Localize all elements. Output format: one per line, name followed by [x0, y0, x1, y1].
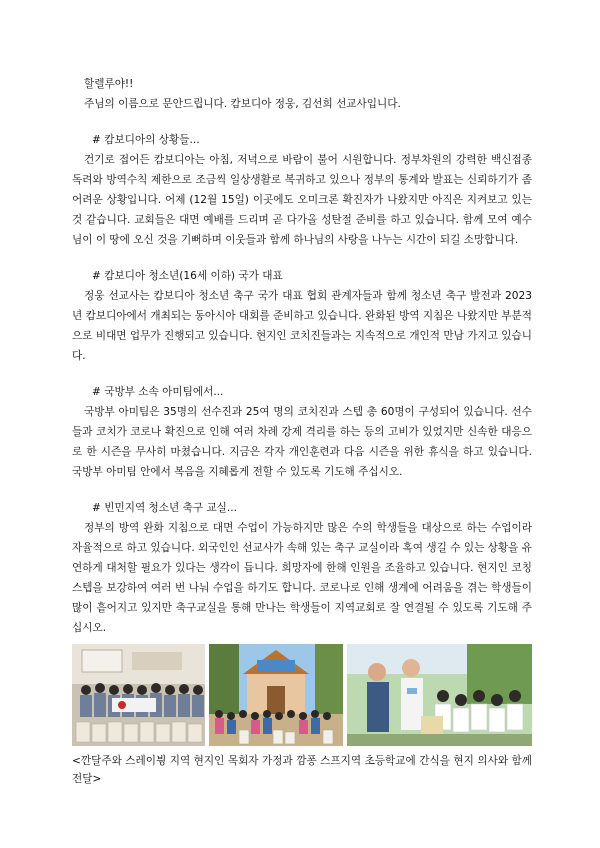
photo-school-children	[347, 644, 532, 746]
greeting: 할렐루야!!	[84, 78, 134, 90]
photo-caption: <깐달주와 스레이뷩 지역 현지인 목회자 가정과 깜퐁 스프지역 초등학교에 간식을 현지 의사와 함께 전달>	[72, 755, 532, 785]
intro-line: 주님의 이름으로 문안드립니다. 캄보디아 정웅, 김선희 선교사입니다.	[84, 98, 401, 110]
section-body-football-class: 정부의 방역 완화 지침으로 대면 수업이 가능하지만 많은 수의 학생들을 대상으로 하는 수업이라 자율적으로 하고 있습니다. 외국인인 선교사가 속해 있는 축구 교실이라 혹여 생길 수 있는 상황을 유연하게 대처할 필요가 있다는 생각이 듭니다. 희망자에 한해 인원을 조율하고 있습니다. 현지인 코칭스텝을 보강하여 여러 번 나눠 수업을 하기도 합니다. 코로나로 인해 생계에 어려움을 겪는 학생들이 많이 흩어지고 있지만 축구교실을 통해 만나는 학생들이 지역교회로 잘 연결될 수 있도록 기도해 주십시오.	[72, 522, 532, 634]
section-body-youth-team: 정웅 선교사는 캄보디아 청소년 축구 국가 대표 협회 관계자들과 함께 청소년 축구 발전과 2023년 캄보디아에서 개최되는 동아시아 대회를 준비하고 있습니다. 완화된 방역 지침은 나왔지만 부분적으로 비대면 업무가 진행되고 있습니다. 현지인 코치진들과는 지속적으로 개인적 만남 가지고 있습니다.	[72, 290, 532, 362]
section-heading-football-class: # 빈민지역 청소년 축구 교실...	[92, 502, 238, 514]
letter-content	[72, 74, 532, 788]
section-heading-youth-team: # 캄보디아 청소년(16세 이하) 국가 대표	[92, 270, 283, 282]
section-body-army-team: 국방부 아미팀은 35명의 선수진과 25여 명의 코치진과 스텝 총 60명이 구성되어 있습니다. 선수들과 코치가 코로나 확진으로 인해 여러 차례 강제 격리를 하는 등의 고비가 있었지만 신속한 대응으로 한 시즌을 무사히 마쳤습니다. 지금은 각자 개인훈련과 다음 시즌을 위한 휴식을 하고 있습니다. 국방부 아미팀 안에서 복음을 지혜롭게 전할 수 있도록 기도해 주십시오.	[72, 406, 532, 478]
photo-church-crowd	[209, 644, 342, 746]
section-heading-cambodia: # 캄보디아의 상황들...	[92, 134, 200, 146]
section-heading-army-team: # 국방부 소속 아미팀에서...	[92, 386, 224, 398]
photo-strip	[72, 644, 532, 746]
photo-group-hall	[72, 644, 205, 746]
section-body-cambodia: 건기로 접어든 캄보디아는 아침, 저녁으로 바람이 불어 시원합니다. 정부차원의 강력한 백신접종 독려와 방역수칙 제한으로 조금씩 일상생활로 복귀하고 있으나 정부의 통계와 발표는 신뢰하기가 좀 어려운 상황입니다. 어제 (12월 15일) 이곳에도 오미크론 확진자가 나왔지만 아직은 지켜보고 있는 것 같습니다. 교회들은 대면 예배를 드리며 곧 다가올 성탄절 준비를 하고 있습니다. 함께 모여 예수님이 이 땅에 오신 것을 기뻐하며 이웃들과 함께 하나님의 사랑을 나누는 시간이 되길 소망합니다.	[72, 154, 532, 246]
